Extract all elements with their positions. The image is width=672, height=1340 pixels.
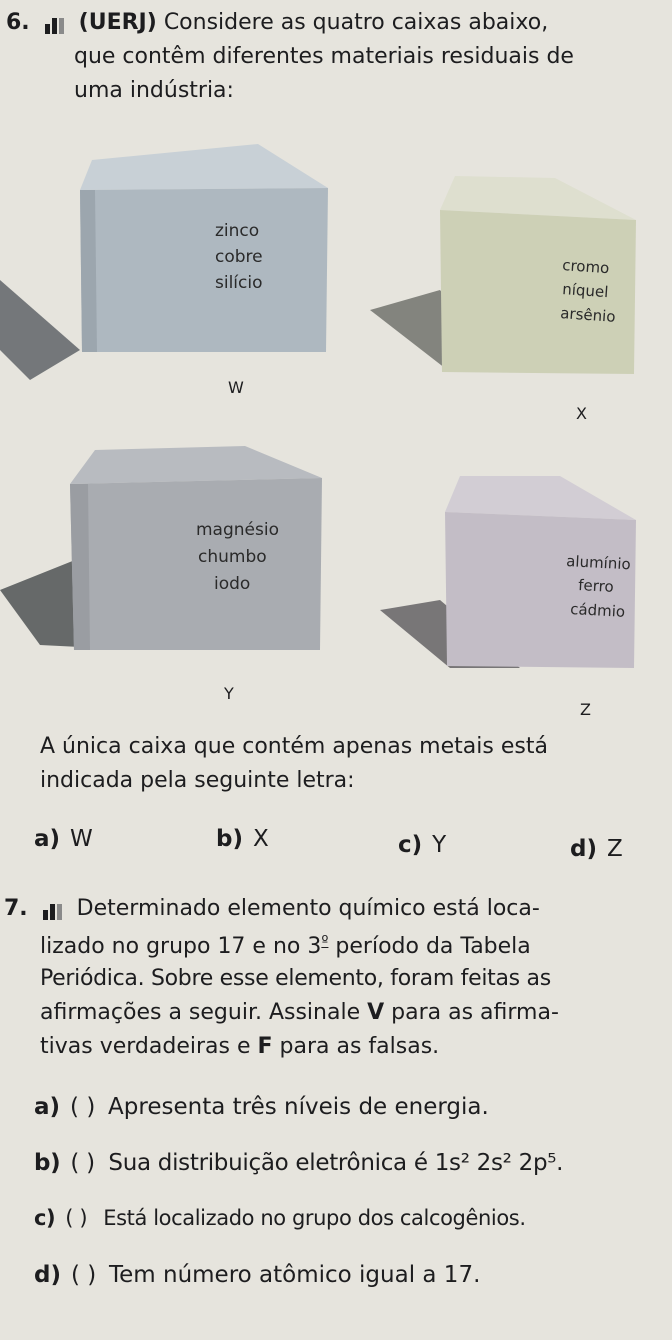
q7-item-c-checkbox[interactable]: ( ) — [65, 1206, 88, 1230]
q7-ordinal-sup: º — [321, 932, 329, 950]
q6-option-c-text: Y — [432, 832, 447, 858]
box-w-item-1: cobre — [215, 247, 263, 267]
q7-v: V — [367, 1000, 385, 1025]
q6-option-d-label: d) — [570, 836, 597, 862]
q7-item-a-label: a) — [34, 1094, 61, 1120]
q6-option-b-label: b) — [216, 826, 243, 852]
q7-line2 — [40, 934, 531, 958]
q6-option-b[interactable] — [216, 826, 269, 852]
boxes-illustration — [0, 120, 672, 720]
q7-line2a: lizado no grupo 17 e no — [40, 934, 308, 959]
q7-item-c-label: c) — [34, 1206, 56, 1230]
q6-line1 — [6, 12, 548, 34]
q6-option-d[interactable] — [570, 836, 623, 862]
q7-item-c-text: Está localizado no grupo dos calcogênios. — [103, 1206, 526, 1230]
q7-line4b: para as afirma- — [384, 1000, 559, 1025]
box-z-letter: Z — [580, 700, 591, 719]
q7-number: 7. — [4, 896, 28, 921]
box-x-item-2: arsênio — [559, 304, 617, 326]
box-y-letter: Y — [224, 684, 234, 703]
q7-ordinal-num: 3 — [307, 934, 322, 959]
q7-line5b: para as falsas. — [272, 1034, 440, 1059]
q7-item-d-checkbox[interactable]: ( ) — [70, 1262, 97, 1288]
q6-line2: que contêm diferentes materiais residuais de — [74, 44, 574, 69]
box-z-item-2: cádmio — [569, 600, 626, 621]
box-y-item-1: chumbo — [198, 547, 267, 567]
difficulty-bars-icon — [45, 12, 66, 34]
box-x-item-0: cromo — [561, 256, 610, 278]
q7-item-b[interactable] — [34, 1150, 563, 1176]
q7-item-b-text: Sua distribuição eletrônica é 1s² 2s² 2p⁵. — [108, 1150, 564, 1176]
q7-line5 — [40, 1036, 439, 1058]
q7-item-b-label: b) — [34, 1150, 61, 1176]
box-w-item-0: zinco — [215, 221, 260, 241]
q6-line3: uma indústria: — [74, 78, 234, 103]
q7-item-d-label: d) — [34, 1262, 61, 1288]
box-w-item-2: silício — [215, 273, 263, 293]
box-y — [0, 446, 322, 650]
q6-option-c-label: c) — [398, 832, 423, 858]
q7-item-d[interactable] — [34, 1262, 480, 1288]
q7-line2b: período da Tabela — [328, 934, 531, 959]
box-w-letter: W — [228, 378, 244, 397]
q6-prompt-line2: indicada pela seguinte letra: — [40, 768, 355, 793]
box-z-item-0: alumínio — [565, 552, 632, 574]
q6-option-b-text: X — [252, 826, 269, 852]
q7-line4a: afirmações a seguir. Assinale — [40, 1000, 368, 1025]
box-x — [370, 176, 636, 374]
q7-f: F — [257, 1034, 273, 1059]
q6-option-a-text: W — [70, 826, 93, 852]
q6-option-a-label: a) — [34, 826, 61, 852]
difficulty-bars-icon — [43, 898, 64, 920]
q6-source: (UERJ) — [78, 10, 157, 35]
q7-line1-text: Determinado elemento químico está loca- — [76, 896, 540, 921]
q6-option-d-text: Z — [606, 836, 623, 862]
q7-item-a-checkbox[interactable]: ( ) — [70, 1094, 96, 1120]
q7-line5a: tivas verdadeiras e — [40, 1034, 258, 1059]
q7-line4 — [40, 1002, 559, 1024]
q7-line1 — [4, 898, 540, 920]
q6-line1-text: Considere as quatro caixas abaixo, — [163, 10, 549, 35]
box-z — [380, 476, 636, 668]
box-x-letter: X — [576, 404, 587, 423]
box-y-item-2: iodo — [214, 574, 251, 594]
q7-item-b-checkbox[interactable]: ( ) — [70, 1150, 95, 1176]
q6-option-c[interactable] — [398, 832, 446, 858]
q7-item-a-text: Apresenta três níveis de energia. — [108, 1094, 489, 1120]
q6-prompt-line1: A única caixa que contém apenas metais está — [40, 734, 548, 759]
q7-item-d-text: Tem número atômico igual a 17. — [108, 1262, 481, 1288]
box-y-item-0: magnésio — [196, 520, 279, 540]
q7-item-c[interactable] — [34, 1206, 526, 1230]
box-z-item-1: ferro — [577, 576, 615, 596]
q6-option-a[interactable] — [34, 826, 93, 852]
box-w — [0, 144, 328, 380]
q7-item-a[interactable] — [34, 1094, 489, 1120]
q7-line3: Periódica. Sobre esse elemento, foram feitas as — [40, 966, 551, 991]
q6-number: 6. — [6, 10, 30, 35]
box-x-item-1: níquel — [561, 280, 609, 302]
